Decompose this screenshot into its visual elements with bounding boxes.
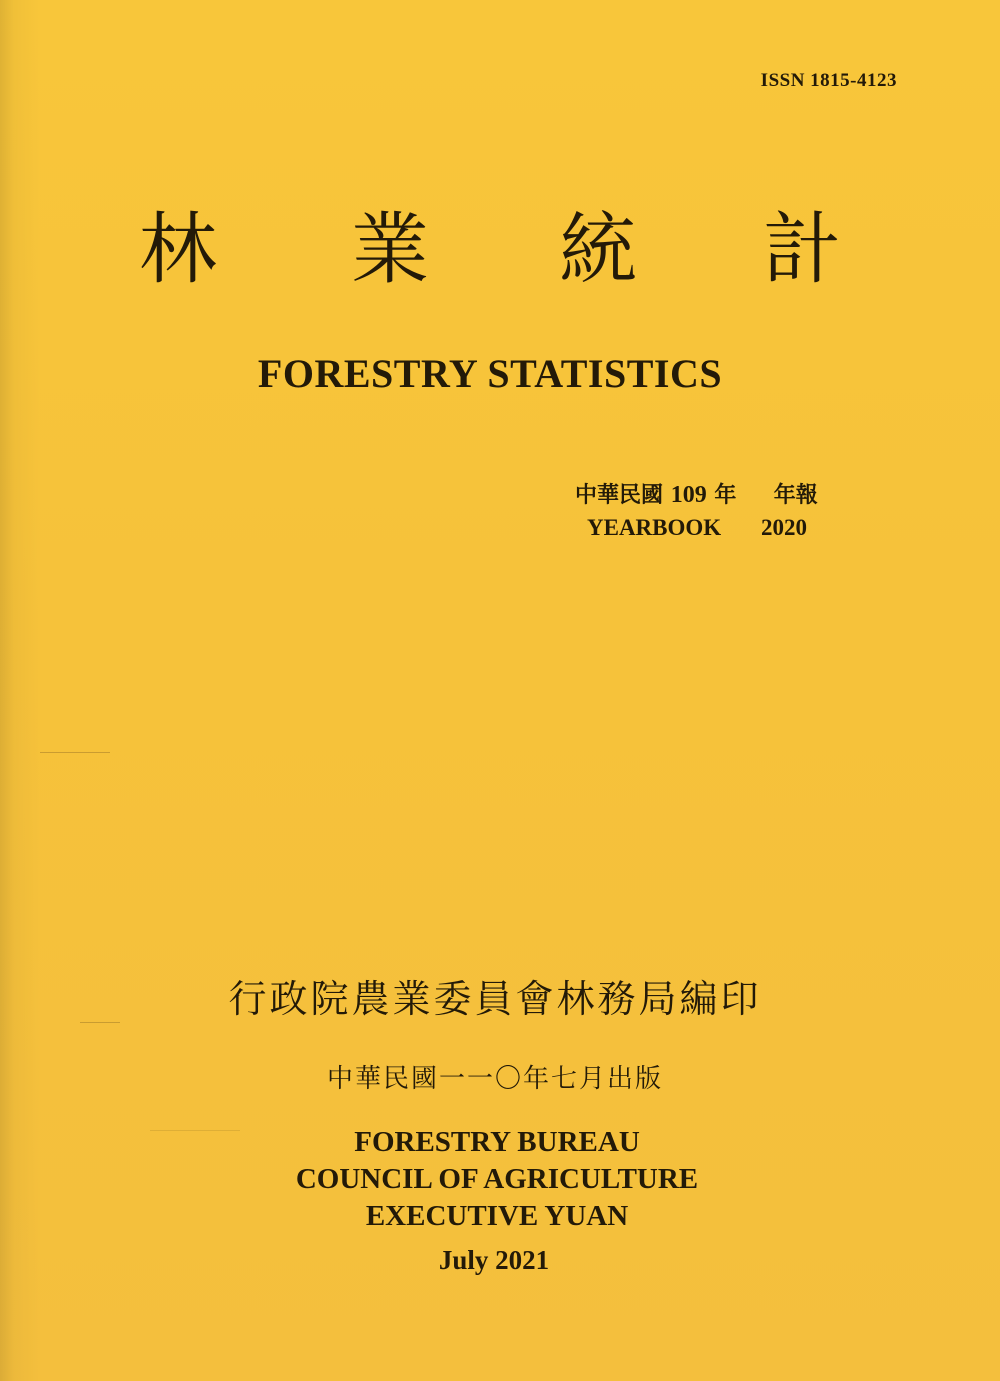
yearbook-en-year: 2020 — [760, 515, 807, 540]
publisher-en-line: EXECUTIVE YUAN — [365, 1200, 629, 1232]
publication-date-chinese: 中華民國一一〇年七月出版 — [326, 1064, 663, 1094]
issn-number: ISSN 1815-4123 — [760, 70, 897, 91]
yearbook-zh-prefix: 中華民國 — [575, 482, 664, 508]
yearbook-zh-report: 年報 — [773, 482, 818, 508]
yearbook-english — [587, 515, 807, 541]
title-char: 林 — [138, 205, 217, 295]
publication-date-english: July 2021 — [438, 1245, 550, 1275]
publisher-english — [0, 1124, 994, 1235]
cover-scratch-mark — [40, 752, 110, 753]
publisher-chinese: 行政院農業委員會林務局編印 — [228, 977, 762, 1021]
title-chinese — [0, 200, 1000, 300]
title-english: FORESTRY STATISTICS — [257, 351, 723, 396]
title-char: 統 — [558, 205, 637, 295]
publisher-en-line: FORESTRY BUREAU — [354, 1126, 640, 1158]
yearbook-zh-number: 109 — [670, 482, 707, 508]
yearbook-en-label: YEARBOOK — [587, 515, 722, 540]
yearbook-chinese — [575, 478, 818, 509]
title-char: 業 — [350, 205, 429, 295]
yearbook-zh-year-char: 年 — [714, 482, 737, 508]
title-char: 計 — [762, 205, 841, 295]
publisher-en-line: COUNCIL OF AGRICULTURE — [295, 1163, 699, 1195]
